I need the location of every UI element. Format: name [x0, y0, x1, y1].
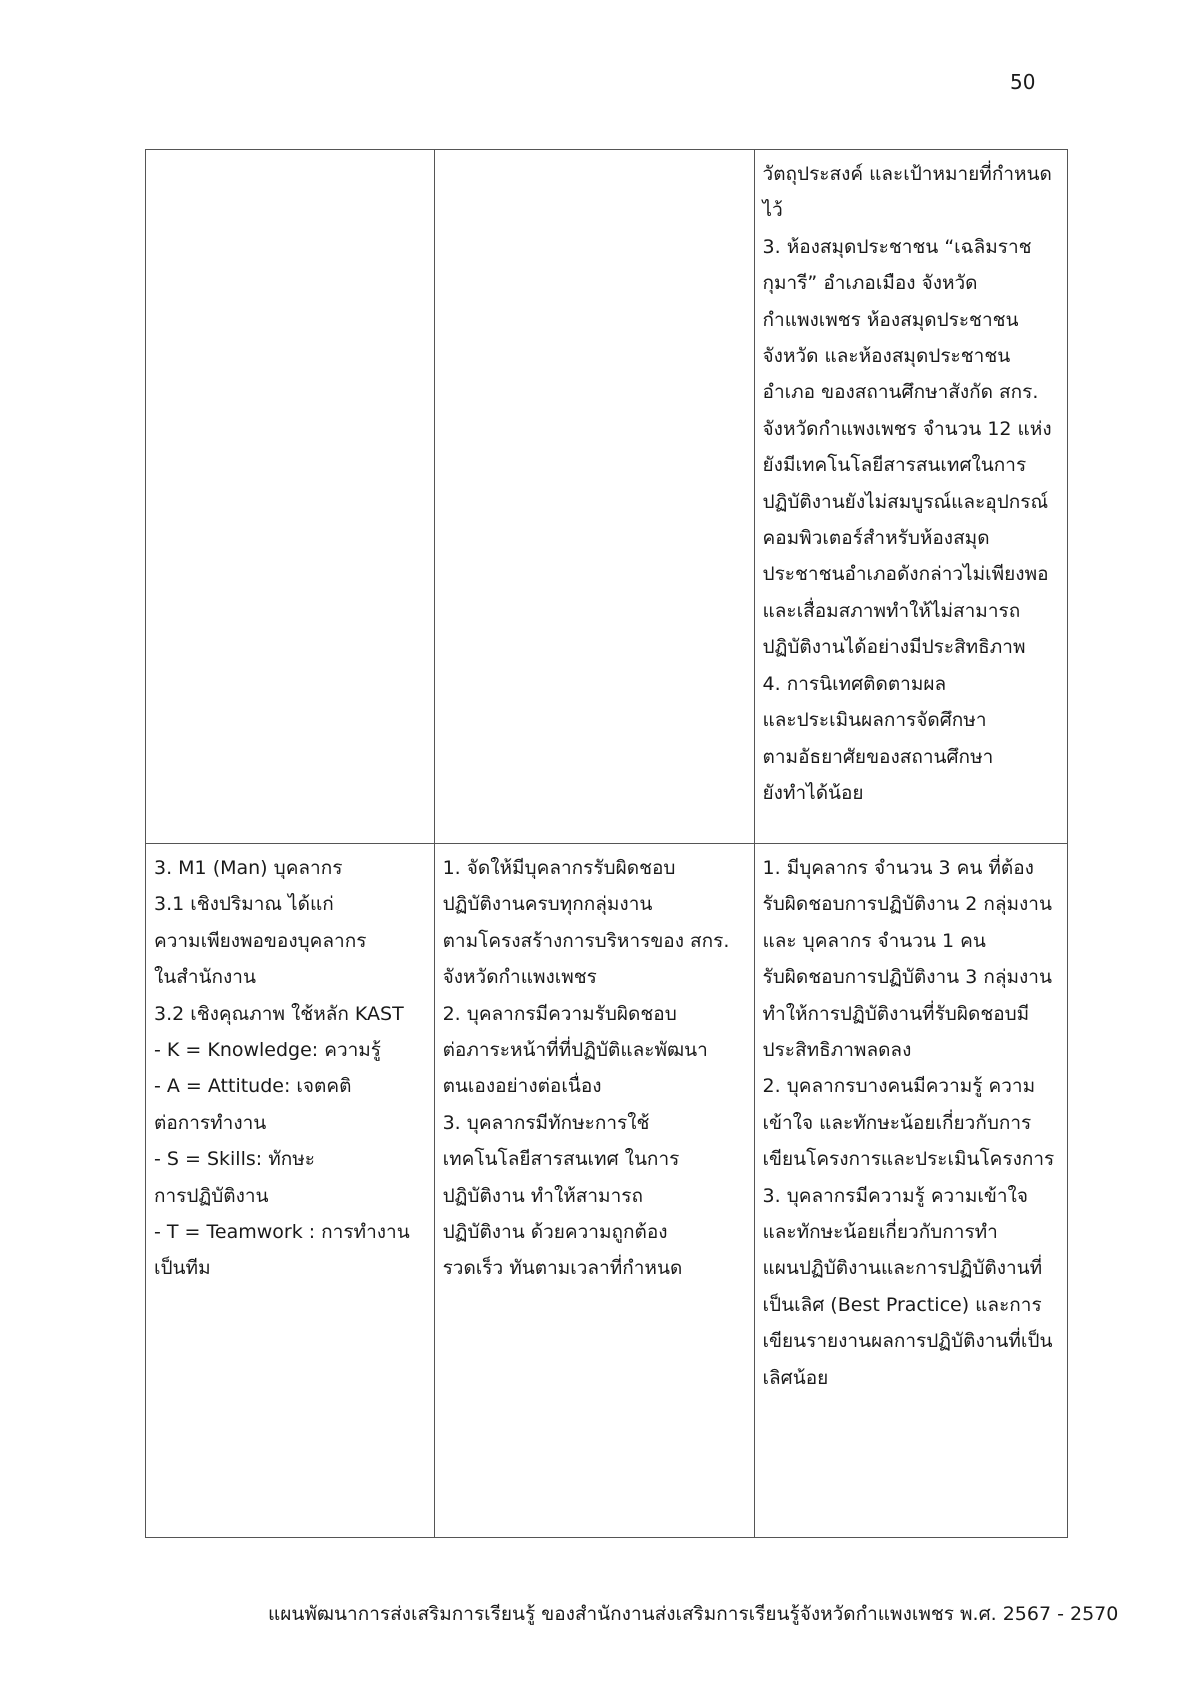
- cell-text-line: และทักษะน้อยเกี่ยวกับการทำ: [762, 1221, 998, 1244]
- cell-text-line: เลิศน้อย: [762, 1366, 829, 1389]
- cell-text-line: เขียนรายงานผลการปฏิบัติงานที่เป็น: [762, 1330, 1053, 1353]
- cell-text-line: ยังทำได้น้อย: [762, 781, 864, 804]
- cell-text-line: และประเมินผลการจัดศึกษา: [762, 709, 987, 732]
- cell-text-line: 1. มีบุคลากร จำนวน 3 คน ที่ต้อง: [762, 857, 1034, 879]
- cell-text-line: กุมารี” อำเภอเมือง จังหวัด: [762, 272, 978, 295]
- cell-text-line: ยังมีเทคโนโลยีสารสนเทศในการ: [762, 454, 1027, 477]
- cell-text-line: ประสิทธิภาพลดลง: [762, 1039, 912, 1062]
- cell-text-line: 3. M1 (Man) บุคลากร: [154, 857, 343, 879]
- cell-text-line: วัตถุประสงค์ และเป้าหมายที่กำหนด: [762, 163, 1052, 185]
- cell-text-line: กำแพงเพชร ห้องสมุดประชาชน: [762, 308, 1019, 331]
- cell-text-line: ทำให้การปฏิบัติงานที่รับผิดชอบมี: [762, 1002, 1030, 1025]
- cell-text-line: ตนเองอย่างต่อเนื่อง: [442, 1075, 602, 1098]
- cell-text-line: 3. บุคลากรมีความรู้ ความเข้าใจ: [762, 1184, 1028, 1207]
- cell-text-line: ตามโครงสร้างการบริหารของ สกร.: [442, 929, 730, 952]
- cell-text-line: ปฏิบัติงานได้อย่างมีประสิทธิภาพ: [762, 636, 1026, 659]
- cell-text-line: ต่อภาระหน้าที่ที่ปฏิบัติและพัฒนา: [442, 1039, 708, 1062]
- cell-text-line: 4. การนิเทศติดตามผล: [762, 672, 947, 695]
- cell-text-line: การปฏิบัติงาน: [154, 1184, 269, 1207]
- cell-text-line: เป็นเลิศ (Best Practice) และการ: [762, 1293, 1042, 1316]
- table-cell-r1-c3: [754, 150, 1067, 844]
- cell-text-line: 3.1 เชิงปริมาณ ได้แก่: [154, 893, 334, 916]
- page-number: 50: [1010, 70, 1036, 94]
- content-table: [145, 149, 1068, 1538]
- cell-text-line: 3. บุคลากรมีทักษะการใช้: [442, 1111, 650, 1134]
- cell-text-line: 1. จัดให้มีบุคลากรรับผิดชอบ: [442, 857, 676, 879]
- cell-text-line: ประชาชนอำเภอดังกล่าวไม่เพียงพอ: [762, 563, 1049, 586]
- document-footer: แผนพัฒนาการส่งเสริมการเรียนรู้ ของสำนักงานส่งเสริมการเรียนรู้จังหวัดกำแพงเพชร พ.ศ. 2567 - 2570: [268, 1603, 1119, 1625]
- cell-text-line: จังหวัดกำแพงเพชร จำนวน 12 แห่ง: [762, 417, 1052, 440]
- cell-text-line: แผนปฏิบัติงานและการปฏิบัติงานที่: [762, 1257, 1043, 1280]
- cell-text-line: 2. บุคลากรมีความรับผิดชอบ: [442, 1002, 677, 1025]
- cell-text-line: - S = Skills: ทักษะ: [154, 1148, 315, 1171]
- cell-text-line: รับผิดชอบการปฏิบัติงาน 3 กลุ่มงาน: [762, 966, 1052, 989]
- cell-text-line: ปฏิบัติงาน ทำให้สามารถ: [442, 1184, 643, 1207]
- cell-text-line: ในสำนักงาน: [154, 966, 256, 989]
- cell-text-line: ไว้: [762, 199, 783, 222]
- cell-text-line: ตามอัธยาศัยของสถานศึกษา: [762, 745, 994, 768]
- table-cell-r2-c1: [146, 844, 435, 1538]
- cell-text-line: 3. ห้องสมุดประชาชน “เฉลิมราช: [762, 235, 1032, 258]
- cell-text-line: และเสื่อมสภาพทำให้ไม่สามารถ: [762, 599, 1021, 622]
- cell-text-line: ปฏิบัติงาน ด้วยความถูกต้อง: [442, 1221, 668, 1244]
- cell-text-line: ปฏิบัติงานยังไม่สมบูรณ์และอุปกรณ์: [762, 490, 1049, 513]
- cell-text-line: เขียนโครงการและประเมินโครงการ: [762, 1148, 1055, 1171]
- cell-text-line: ปฏิบัติงานครบทุกกลุ่มงาน: [442, 893, 653, 916]
- cell-text-line: - T = Teamwork : การทำงาน: [154, 1221, 410, 1244]
- table-cell-r2-c3: [754, 844, 1067, 1538]
- cell-text-line: รวดเร็ว ทันตามเวลาที่กำหนด: [442, 1257, 683, 1280]
- cell-text-line: รับผิดชอบการปฏิบัติงาน 2 กลุ่มงาน: [762, 893, 1052, 916]
- cell-text-line: 2. บุคลากรบางคนมีความรู้ ความ: [762, 1075, 1036, 1098]
- table-row: [146, 150, 1068, 844]
- table-cell-r1-c2: [434, 150, 754, 844]
- cell-text-line: 3.2 เชิงคุณภาพ ใช้หลัก KAST: [154, 1002, 404, 1025]
- cell-text-line: จังหวัด และห้องสมุดประชาชน: [762, 345, 1011, 368]
- cell-text-line: คอมพิวเตอร์สำหรับห้องสมุด: [762, 527, 990, 550]
- cell-text-line: - K = Knowledge: ความรู้: [154, 1039, 382, 1062]
- cell-text-line: เทคโนโลยีสารสนเทศ ในการ: [442, 1148, 680, 1171]
- cell-text-line: เข้าใจ และทักษะน้อยเกี่ยวกับการ: [762, 1111, 1032, 1134]
- cell-text-line: อำเภอ ของสถานศึกษาสังกัด สกร.: [762, 381, 1039, 404]
- cell-text-line: ต่อการทำงาน: [154, 1111, 267, 1134]
- cell-text-line: ความเพียงพอของบุคลากร: [154, 929, 367, 952]
- table-row: [146, 844, 1068, 1538]
- table-cell-r2-c2: [434, 844, 754, 1538]
- cell-text-line: เป็นทีม: [154, 1257, 211, 1280]
- cell-text-line: จังหวัดกำแพงเพชร: [442, 966, 597, 989]
- cell-text-line: - A = Attitude: เจตคติ: [154, 1075, 352, 1098]
- cell-text-line: และ บุคลากร จำนวน 1 คน: [762, 929, 986, 952]
- table-cell-r1-c1: [146, 150, 435, 844]
